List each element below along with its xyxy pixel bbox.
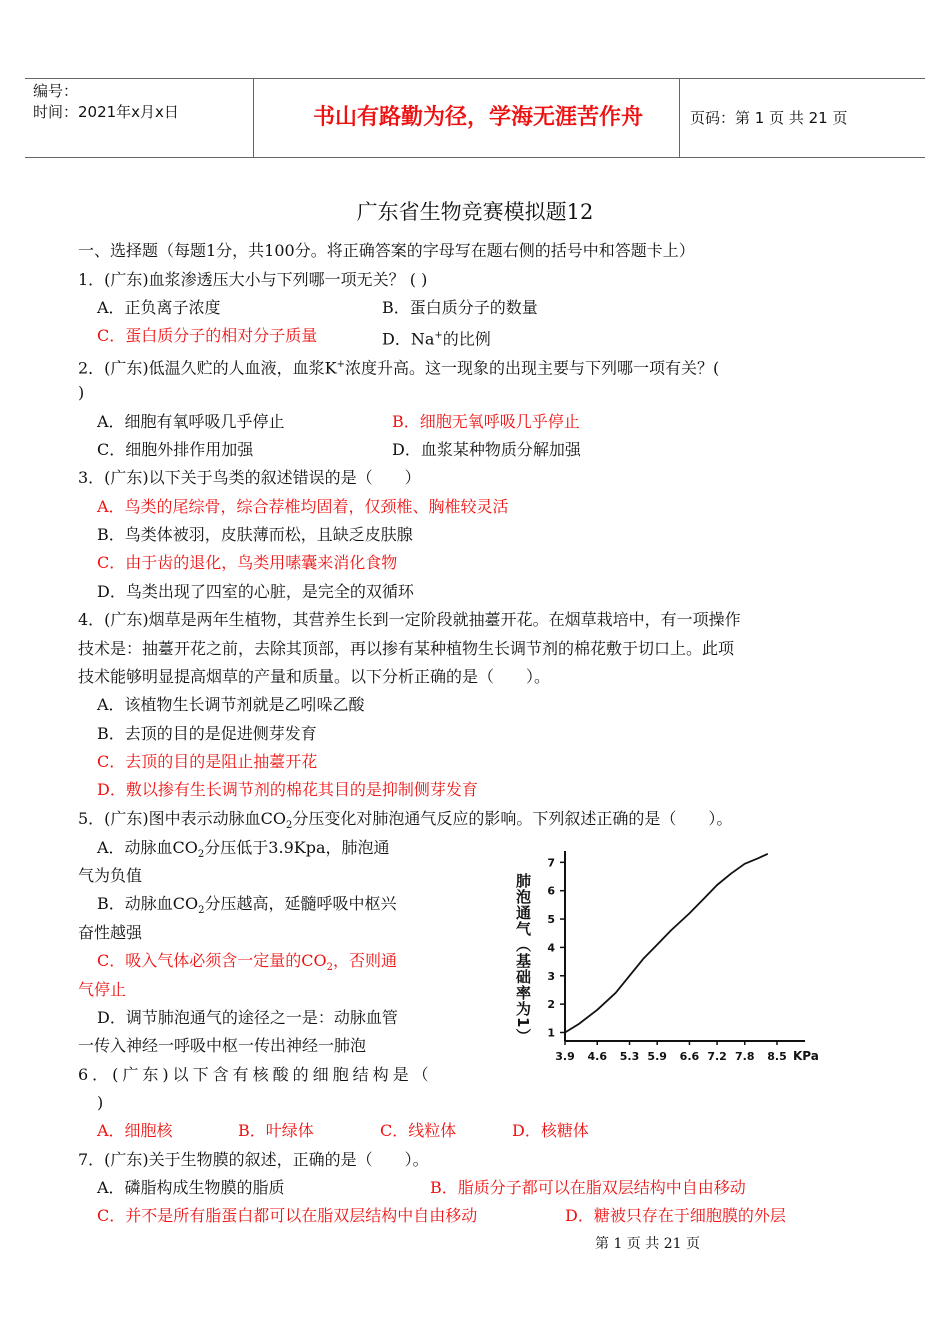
q1-d-sup: + bbox=[434, 330, 443, 341]
q5-a-sub: 2 bbox=[197, 849, 205, 861]
q5-stem-pre: 5．(广东)图中表示动脉血CO bbox=[78, 809, 287, 828]
q5-c-sub: 2 bbox=[326, 962, 333, 974]
q2-option-a: A．细胞有氧呼吸几乎停止 bbox=[97, 412, 285, 431]
q5-stem-post: 分压变化对肺泡通气反应的影响。下列叙述正确的是（ ）。 bbox=[292, 809, 733, 828]
q7-option-c: C．并不是所有脂蛋白都可以在脂双层结构中自由移动 bbox=[97, 1206, 478, 1225]
chart-x-axis-label: KPa bbox=[793, 1049, 819, 1063]
section-heading: 一、选择题（每题1分，共100分。将正确答案的字母写在题右侧的括号中和答题卡上） bbox=[78, 241, 695, 260]
q1-option-d bbox=[382, 326, 491, 349]
q5-b-sub: 2 bbox=[198, 905, 205, 917]
q7-option-d: D．糖被只存在于细胞膜的外层 bbox=[565, 1206, 786, 1225]
q4-stem-3: 技术能够明显提高烟草的产量和质量。以下分析正确的是（ ）。 bbox=[78, 667, 551, 686]
q2-stem-sup: + bbox=[336, 359, 346, 370]
header-divider bbox=[253, 79, 254, 157]
q1-option-c: C．蛋白质分子的相对分子质量 bbox=[97, 326, 318, 345]
q1-d-pre: D．Na bbox=[382, 329, 435, 349]
header-meta bbox=[33, 81, 179, 123]
q5-option-b-line2: 奋性越强 bbox=[78, 923, 143, 942]
q5-b-post: 分压越高，延髓呼吸中枢兴 bbox=[204, 894, 397, 913]
chart-y-tick-label: 6 bbox=[547, 884, 555, 898]
header-motto: 书山有路勤为径，学海无涯苦作舟 bbox=[312, 105, 643, 130]
q1-option-b: B．蛋白质分子的数量 bbox=[382, 298, 538, 317]
chart-plot-area bbox=[547, 851, 819, 1063]
q1-option-a: A．正负离子浓度 bbox=[97, 298, 221, 317]
q4-option-c: C．去顶的目的是阻止抽薹开花 bbox=[97, 752, 318, 771]
q5-option-b-line1 bbox=[97, 894, 397, 921]
q5-c-pre: C．吸入气体必须含一定量的CO bbox=[97, 951, 327, 970]
q5-a-pre: A．动脉血CO bbox=[97, 838, 198, 857]
q5-option-c-line1 bbox=[97, 951, 397, 978]
chart-x-tick-label: 5.3 bbox=[619, 1050, 640, 1063]
q2-stem-line2: ) bbox=[78, 383, 85, 402]
chart-x-tick-label: 8.5 bbox=[767, 1050, 787, 1063]
header-time-label: 时间：2021年x月x日 bbox=[33, 103, 179, 121]
q6-stem-1 bbox=[78, 1065, 433, 1085]
q4-option-d: D．敷以掺有生长调节剂的棉花其目的是抑制侧芽发育 bbox=[97, 780, 478, 799]
header-divider bbox=[679, 79, 680, 157]
chart-y-tick-label: 4 bbox=[547, 941, 555, 955]
chart-x-tick-label: 4.6 bbox=[587, 1050, 608, 1063]
document-title: 广东省生物竞赛模拟题12 bbox=[356, 200, 594, 224]
header-page-info: 页码：第 1 页 共 21 页 bbox=[690, 109, 848, 127]
q4-stem-2: 技术是：抽薹开花之前，去除其顶部，再以掺有某种植物生长调节剂的棉花敷于切口上。此项 bbox=[78, 639, 735, 658]
q5-c-post: ，否则通 bbox=[332, 951, 397, 970]
chart-series-line bbox=[565, 854, 768, 1033]
q2-stem bbox=[78, 355, 719, 378]
chart-x-tick-label: 7.2 bbox=[707, 1050, 727, 1063]
q4-option-a: A．该植物生长调节剂就是乙吲哚乙酸 bbox=[97, 695, 365, 714]
chart-y-tick-label: 3 bbox=[547, 969, 555, 983]
q6-stem-text: 6．(广东)以下含有核酸的细胞结构是（ bbox=[78, 1065, 433, 1084]
q2-option-b: B．细胞无氧呼吸几乎停止 bbox=[392, 412, 580, 431]
q5-stem bbox=[78, 809, 732, 836]
page-footer: 第 1 页 共 21 页 bbox=[595, 1236, 700, 1252]
chart-y-tick-label: 2 bbox=[547, 998, 555, 1012]
q5-option-d-line1: D．调节肺泡通气的途径之一是：动脉血管 bbox=[97, 1008, 398, 1027]
q7-option-a: A．磷脂构成生物膜的脂质 bbox=[97, 1178, 285, 1197]
chart-x-tick-label: 6.6 bbox=[679, 1050, 700, 1063]
q5-option-c-line2: 气停止 bbox=[78, 980, 127, 999]
chart-x-tick-label: 3.9 bbox=[555, 1050, 575, 1063]
q4-stem-1: 4．(广东)烟草是两年生植物，其营养生长到一定阶段就抽薹开花。在烟草栽培中，有一项操作 bbox=[78, 610, 741, 629]
chart-y-tick-label: 1 bbox=[547, 1026, 555, 1040]
chart-x-tick-label: 7.8 bbox=[734, 1050, 755, 1063]
q3-option-d: D．鸟类出现了四室的心脏，是完全的双循环 bbox=[97, 582, 414, 601]
q7-stem: 7．(广东)关于生物膜的叙述，正确的是（ ）。 bbox=[78, 1150, 429, 1169]
chart-x-tick-label: 5.9 bbox=[647, 1050, 667, 1063]
chart-y-axis-label: 肺泡通气（基础率为1） bbox=[514, 873, 532, 1045]
q1-d-post: 的比例 bbox=[442, 329, 491, 349]
q5-b-pre: B．动脉血CO bbox=[97, 894, 199, 913]
q6-option-d: D．核糖体 bbox=[512, 1121, 589, 1140]
q5-option-d-line2: 一传入神经一呼吸中枢一传出神经一肺泡 bbox=[78, 1036, 367, 1055]
q2-stem-pre: 2．(广东)低温久贮的人血液，血浆K bbox=[78, 358, 337, 378]
q5-a-post: 分压低于3.9Kpa，肺泡通 bbox=[204, 838, 390, 857]
q3-option-a: A．鸟类的尾综骨，综合荐椎均固着，仅颈椎、胸椎较灵活 bbox=[97, 497, 509, 516]
q1-stem: 1．(广东)血浆渗透压大小与下列哪一项无关？ ( ) bbox=[78, 270, 428, 289]
q3-option-b: B．鸟类体被羽，皮肤薄而松，且缺乏皮肤腺 bbox=[97, 525, 413, 544]
alveolar-ventilation-chart bbox=[505, 843, 835, 1065]
page-header bbox=[25, 78, 925, 158]
q6-option-c: C．线粒体 bbox=[380, 1121, 457, 1140]
q6-option-b: B．叶绿体 bbox=[238, 1121, 314, 1140]
q3-stem: 3．(广东)以下关于鸟类的叙述错误的是（ ） bbox=[78, 468, 421, 487]
q5-option-a-line1 bbox=[97, 838, 389, 865]
q5-option-a-line2: 气为负值 bbox=[78, 866, 143, 885]
chart-y-tick-label: 7 bbox=[547, 856, 555, 870]
q3-option-c: C．由于齿的退化，鸟类用嗉囊来消化食物 bbox=[97, 553, 398, 572]
header-number-label: 编号： bbox=[33, 82, 79, 100]
chart-y-tick-label: 5 bbox=[547, 913, 555, 927]
q6-option-a: A．细胞核 bbox=[97, 1121, 173, 1140]
q2-stem-post: 浓度升高。这一现象的出现主要与下列哪一项有关？( bbox=[345, 358, 720, 378]
q2-option-c: C．细胞外排作用加强 bbox=[97, 440, 254, 459]
q4-option-b: B．去顶的目的是促进侧芽发育 bbox=[97, 724, 317, 743]
q6-stem-2: ) bbox=[97, 1093, 104, 1112]
q2-option-d: D．血浆某种物质分解加强 bbox=[392, 440, 581, 459]
q5-stem-sub: 2 bbox=[286, 820, 293, 832]
q7-option-b: B．脂质分子都可以在脂双层结构中自由移动 bbox=[430, 1178, 746, 1197]
